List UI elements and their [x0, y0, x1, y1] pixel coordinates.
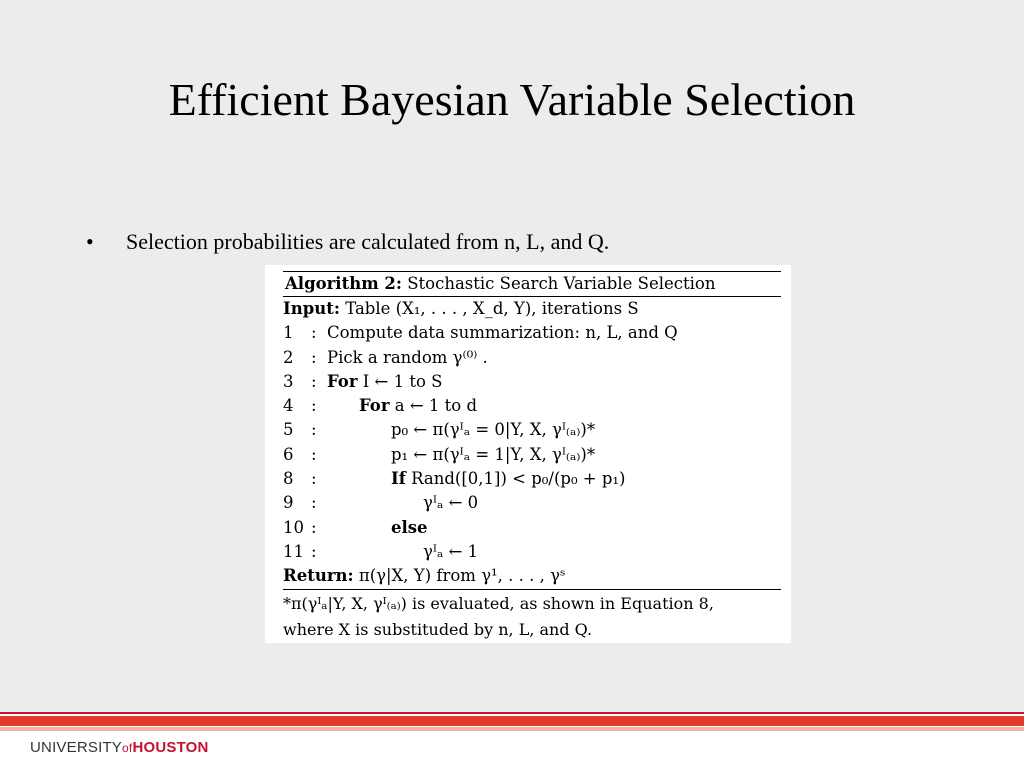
algorithm-line: [283, 370, 781, 394]
bullet-dot: •: [86, 229, 94, 254]
algorithm-steps: [283, 321, 781, 564]
algorithm-name: Stochastic Search Variable Selection: [407, 274, 716, 293]
logo-university: UNIVERSITY: [30, 739, 123, 756]
return-text: π(γ|X, Y) from γ¹, . . . , γˢ: [358, 566, 566, 586]
line-number: 5: [283, 420, 294, 440]
algorithm-line: [283, 394, 781, 418]
bullet-item: [86, 228, 609, 256]
footer-stripe-red: [0, 716, 1024, 726]
line-separator: :: [311, 517, 317, 537]
algorithm-line: [283, 467, 781, 491]
algorithm-table: [283, 271, 781, 642]
line-separator: :: [311, 396, 317, 416]
algorithm-label: Algorithm 2:: [285, 274, 402, 293]
algorithm-return: [283, 564, 781, 588]
university-logo: [30, 739, 209, 756]
line-code: Pick a random γ⁽⁰⁾ .: [327, 347, 488, 367]
algorithm-line: [283, 346, 781, 370]
line-number: 10: [283, 517, 304, 537]
line-code: p₁ ← π(γᴵₐ = 1|Y, X, γᴵ₍ₐ₎)*: [391, 444, 596, 464]
line-number: 4: [283, 396, 294, 416]
line-code: Compute data summarization: n, L, and Q: [327, 323, 678, 343]
line-number: 3: [283, 371, 294, 391]
line-code: p₀ ← π(γᴵₐ = 0|Y, X, γᴵ₍ₐ₎)*: [391, 420, 596, 440]
line-separator: :: [311, 493, 317, 513]
line-code: If Rand([0,1]) < p₀/(p₀ + p₁): [391, 469, 626, 489]
line-code: For a ← 1 to d: [359, 396, 478, 416]
algorithm-figure: [265, 265, 791, 643]
logo-houston: HOUSTON: [132, 739, 209, 756]
footnote-line-1: *π(γᴵₐ|Y, X, γᴵ₍ₐ₎) is evaluated, as shown in Equation 8,: [283, 593, 714, 613]
line-number: 9: [283, 493, 294, 513]
line-number: 11: [283, 541, 304, 561]
algorithm-line: [283, 491, 781, 515]
line-number: 1: [283, 323, 294, 343]
line-number: 2: [283, 347, 294, 367]
return-label: Return:: [283, 566, 354, 586]
algorithm-line: [283, 516, 781, 540]
footnote-line-2: where X is substituded by n, L, and Q.: [283, 619, 593, 639]
line-separator: :: [311, 323, 317, 343]
line-code: γᴵₐ ← 1: [423, 541, 479, 561]
line-number: 6: [283, 444, 294, 464]
bullet-text: Selection probabilities are calculated from n, L, and Q.: [126, 229, 610, 254]
input-label: Input:: [283, 299, 340, 318]
line-number: 8: [283, 469, 294, 489]
input-text: Table (X₁, . . . , X_d, Y), iterations S: [345, 299, 639, 318]
line-separator: :: [311, 541, 317, 561]
algorithm-line: [283, 443, 781, 467]
line-separator: :: [311, 371, 317, 391]
line-code: else: [391, 517, 428, 537]
footer-stripe-light: [0, 727, 1024, 731]
algorithm-line: [283, 418, 781, 442]
line-code: γᴵₐ ← 0: [423, 493, 479, 513]
logo-of: of: [122, 741, 133, 755]
line-separator: :: [311, 347, 317, 367]
line-separator: :: [311, 420, 317, 440]
algorithm-header: [283, 272, 781, 296]
line-separator: :: [311, 444, 317, 464]
line-code: For I ← 1 to S: [327, 371, 443, 391]
footer-stripe-dark: [0, 712, 1024, 714]
algorithm-input: [283, 297, 781, 321]
algorithm-line: [283, 540, 781, 564]
line-separator: :: [311, 469, 317, 489]
algorithm-line: [283, 321, 781, 345]
slide-title: Efficient Bayesian Variable Selection: [168, 74, 856, 125]
